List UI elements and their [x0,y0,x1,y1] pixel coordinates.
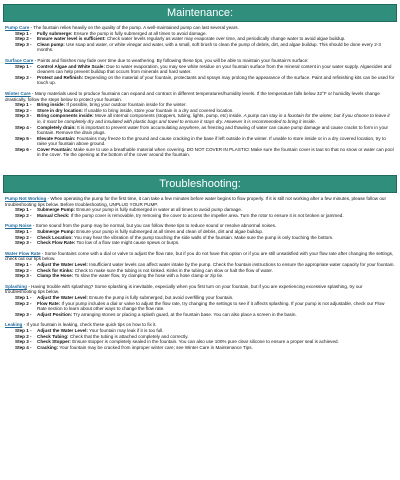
step-text: Your fountain may be cracked from improper winter care; see Winter Care in Maintenance Tips. [58,344,253,350]
step-body [37,147,395,158]
winter-care-intro [5,91,395,102]
step-number: Step 1 - [15,207,32,213]
surface-care-step [5,75,395,86]
step-title: Check Tubing: [37,333,69,339]
step-text: To slow the water flow, try clamping the hose with a hose clamp or zip tie. [73,273,224,279]
splashing-block [5,284,395,323]
step-text: Ensure the pump is fully submerged at all times to avoid damage. [72,30,207,36]
surface-care-intro-text: - Paints and finishes may fade over time due to weathering. By following these tips, you will be able to maintain your fountain's surface: [33,57,309,63]
step-title: Clean pump: [37,41,65,47]
step-body [37,125,395,136]
pump-care-step [5,42,395,53]
step-number: Step 3 - [15,240,32,246]
splashing-intro [5,284,395,295]
pump-noise-intro-text: - Some sound from the pump may be normal, but you can follow these tips to reduce sound or resolve abnormal noises. [31,223,277,229]
winter-care-step [5,136,395,147]
step-number: Step 3 - [15,273,32,279]
step-body [37,136,395,147]
step-text: Your fountain may leak if it is too full. [87,327,164,333]
water-flow-rate-title: Water Flow Rate [5,250,41,256]
pump-care-block [5,25,395,58]
water-flow-rate-block [5,251,395,284]
step-title: Fully submerge: [37,30,73,36]
maintenance-section [5,25,395,163]
step-text: You may hear the vibration of the pump touching the side walls of the fountain. Make sure the pump is only touching the bottom. [72,234,334,240]
step-title: Bring components inside: [37,113,94,119]
step-title: Check Stopper: [37,339,71,345]
pump-noise-block [5,223,395,250]
step-title: Check Flow Rate: [37,240,76,246]
step-body [37,345,395,351]
step-title: Adjust the Water Level: [37,262,88,267]
step-text: If unable to bring inside, store your fountain in a dry and covered location. [82,107,234,113]
step-number: Step 2 - [15,74,32,80]
winter-care-step [5,125,395,136]
winter-care-step [5,113,395,124]
step-note: A pump can stay in a fountain for the winter, but if you choose to leave it in, it must be completely dry and insulated with plastic bags and towel to ensure it stays dry. However it is recommended to bring it inside. [37,113,390,124]
step-number: Step 3 - [15,113,32,119]
step-title: Submerge Pump: [37,229,76,235]
pump-not-working-title: Pump Not Working [5,196,47,202]
step-title: Bring inside: [37,102,66,108]
step-text: Ensure your pump is fully submerged in water at all times to avoid pump damage. [75,207,243,213]
step-text: Ensure stopper is completely sealed in the fountain. You can also use 100% pure clear silicone to ensure a proper seal is achieved. [70,339,339,345]
step-number: Step 2 - [15,300,32,306]
step-text: Check that the tubing is attached completely and correctly. [68,333,189,339]
step-number: Step 6 - [15,146,32,152]
step-title: Check Location: [37,234,73,240]
step-body [37,213,395,219]
step-number: Step 2 - [15,267,32,273]
step-text: Too low of a flow rate might cause spews or burps. [75,240,180,246]
step-number: Step 2 - [15,36,32,42]
step-text: If the pump cover is removable, try removing the cover to access the impeller area. Turn the rotor to ensure it is not broken or jammed. [69,212,344,218]
step-title: Flow Rate: [37,300,61,306]
step-number: Step 1 - [15,229,32,235]
surface-care-title: Surface Care [5,57,34,63]
step-title: Manual Check: [37,212,70,218]
step-body [37,42,395,53]
step-number: Step 4 - [15,344,32,350]
step-number: Step 1 - [15,102,32,108]
step-text: Fountains may freeze to the ground and cause cracking in the base if left outside in the winter. If unable to store inside or in a dry covered location, try to raise your fountain above ground. [37,135,386,147]
step-number: Step 5 - [15,135,32,141]
step-text: It is important to prevent water from accumulating anywhere, as freezing and thawing of water can cause pump damage and cause cracks to form in your fountain. Remove the drain plugs. [37,124,389,136]
step-title: Store in dry location: [37,107,83,113]
winter-care-intro-text: - Many materials used to produce fountains can expand and contract in different temperatures/humidity levels. If the temperature falls below 32°F or humidity levels change drastically, follow the steps below to protect your fountain. [5,90,380,102]
step-title: Adjust Position: [37,311,73,317]
pump-not-working-step [5,213,395,219]
step-title: Check for Kinks: [37,267,74,273]
surface-care-block [5,58,395,91]
step-title: Clamp the Hose: [37,273,74,279]
step-text: Due to water evaporation, you may see white residue on your fountain surface from the mineral content in your water supply. Algaecides and cleaners can help prevent buildup that occurs from minerals and hard water. [37,63,392,75]
step-text: Check water levels regularly as water may evaporate over time, and periodically change water to avoid algae buildup. [105,36,346,42]
splashing-intro-text: - Having trouble with splashing? Some splashing is inevitable, especially when you first turn on your fountain, but if you are experiencing excessive splashing, try our troubleshooting tips below. [5,283,363,295]
splashing-title: Splashing [5,283,27,289]
step-title: Adjust the Water Level: [37,327,88,333]
step-title: Cover Fountain: [37,146,73,152]
step-title: Protect and Refinish: [37,74,84,80]
step-text: If possible, bring your outdoor fountain inside for the winter. [65,102,187,108]
splashing-step [5,312,395,318]
pump-not-working-intro [5,196,395,207]
pump-not-working-block [5,196,395,223]
step-number: Step 3 - [15,311,32,317]
pump-noise-title: Pump Noise [5,223,32,229]
step-title: Submerge Pump: [37,207,76,213]
step-number: Step 1 - [15,262,32,267]
step-title: Cracking: [37,344,59,350]
step-text: Make sure to use a breathable material when covering. DO NOT COVER IN PLASTIC! Make sure the fountain cover is taut so that no snow or water can pool in the cover. Tie the opening at the bottom of the cover around the fountain. [37,146,394,158]
step-text: Use soap and water, or white vinegar and water, with a small, soft brush to clean the pump of debris, dirt, and algae buildup. This should be done every 2-3 months. [37,41,381,53]
step-text: Ensure the pump is fully submerged, but avoid overfilling your fountain. [87,294,234,300]
winter-care-step [5,147,395,158]
step-number: Step 4 - [15,124,32,130]
step-text: Check to make sure the tubing is not kinked. Kinks in the tubing can slow or halt the flow of water. [73,267,273,273]
step-text: Try arranging stones or placing a splash guard, at the fountain base. You can also place a screen in the basin. [72,311,297,317]
leaking-title: Leaking [5,322,23,328]
step-title: Control Algae and White Scale: [37,63,105,69]
step-title: Elevate Fountain: [37,135,76,141]
pump-noise-step [5,240,395,246]
step-title: Ensure water level is sufficient: [37,36,106,42]
step-text: If your pump includes a dial or valve to adjust the flow rate, try changing the settings to see if it affects splashing. If your pump is not adjustable, check our Flow Rate section to learn about other ways to change the flow rate. [37,300,385,312]
leaking-block [5,322,395,355]
step-text: Ensure your pump is fully submerged at all times and clean of debris, dirt and algae buildup. [75,229,264,235]
step-number: Step 3 - [15,339,32,345]
maintenance-heading: Maintenance: [3,4,397,22]
troubleshooting-heading: Troubleshooting: [3,175,397,193]
step-number: Step 1 - [15,294,32,300]
step-number: Step 2 - [15,212,32,218]
water-flow-rate-intro [5,251,395,262]
step-body [37,312,395,318]
pump-care-intro-text: - The fountain relies heavily on the quality of the pump. A well-maintained pump can last several years. [29,25,239,30]
step-body [37,301,395,312]
step-number: Step 1 - [15,30,32,36]
step-number: Step 2 - [15,107,32,113]
step-text: Insufficient water levels can affect water intake by the pump. Check the fountain instructions to ensure the appropriate water capacity for your fountain. [87,262,395,267]
step-body [37,75,395,86]
leaking-intro-text: - If your fountain is leaking, check these quick tips on how to fix it. [22,322,157,328]
step-number: Step 3 - [15,41,32,47]
surface-care-step [5,64,395,75]
pump-care-title: Pump Care [5,25,30,30]
step-text: Depending on the material of your fountain, protectants and sprays may prolong the appearance of the surface. Paint and refinishing kits can be used for touch up. [37,74,395,86]
splashing-step [5,301,395,312]
step-title: Adjust the Water Level: [37,294,88,300]
step-body [37,273,395,279]
step-title: Completely drain: [37,124,76,130]
step-body [37,240,395,246]
troubleshooting-section [5,196,395,355]
step-text: Move all internal components (stoppers, tubing, lights, pump, etc) inside. [93,113,244,119]
step-number: Step 1 - [15,327,32,333]
winter-care-block [5,91,395,163]
pump-not-working-intro-text: - When operating the pump for the first time, it can take a few minutes before water begins to flow properly. If it is still not working after a few minutes, please follow our troubleshooting tips below. Before troubleshooting, UNPLUG YOUR PUMP. [5,196,387,207]
winter-care-title: Winter Care [5,90,31,96]
water-flow-rate-step [5,273,395,279]
water-flow-rate-intro-text: - Some fountains come with a dial or valve to adjust the flow rate, but if you do not have this option or if you are still unsatisfied with your flow rate after changing the settings, check out our tips below. [5,250,394,262]
leaking-step [5,345,395,351]
step-number: Step 2 - [15,234,32,240]
step-body [37,64,395,75]
step-body [37,113,395,124]
step-number: Step 2 - [15,333,32,339]
step-number: Step 1 - [15,63,32,69]
